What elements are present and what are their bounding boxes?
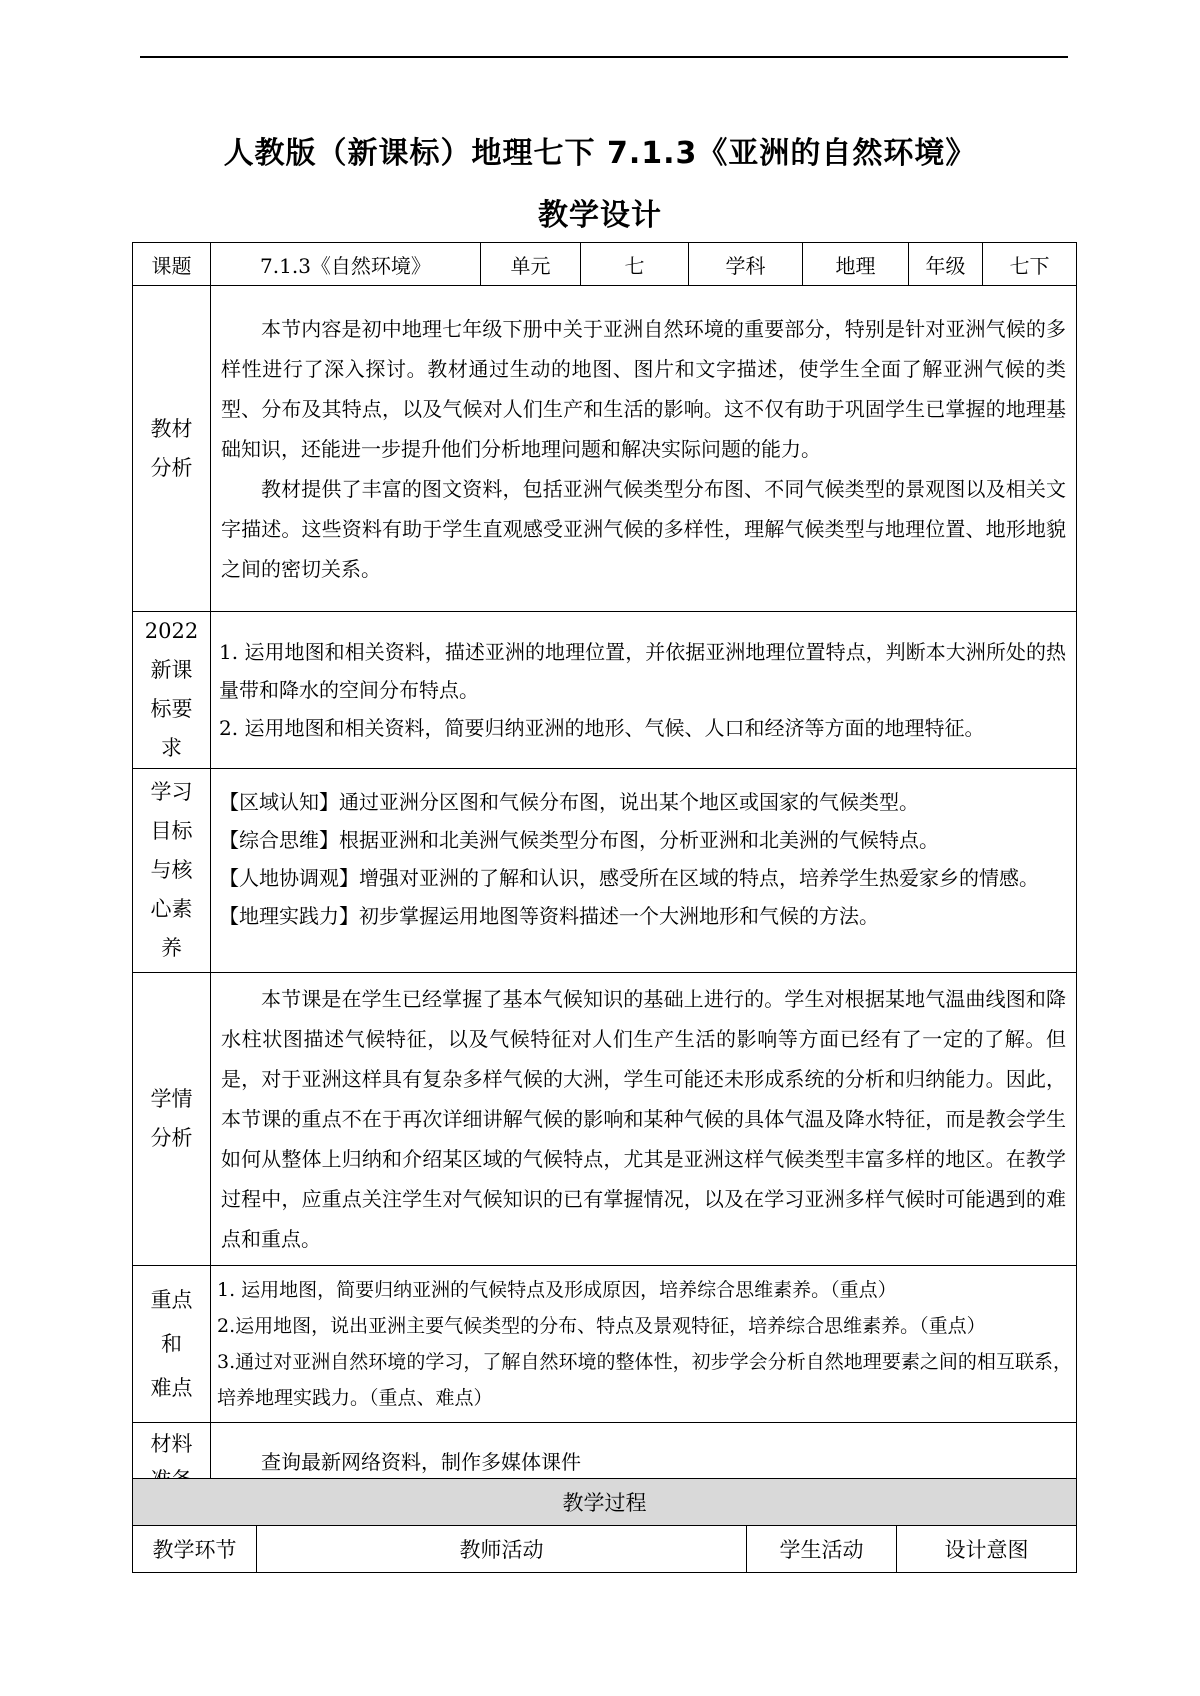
- process-title-row: [133, 1479, 1077, 1526]
- col-student: 学生活动: [747, 1526, 897, 1573]
- process-title: 教学过程: [133, 1479, 1077, 1526]
- key-point-item: 1. 运用地图，简要归纳亚洲的气候特点及形成原因，培养综合思维素养。（重点）: [217, 1279, 897, 1301]
- topic-value: 7.1.3《自然环境》: [211, 243, 481, 286]
- info-header-row: [133, 243, 1077, 286]
- learner-analysis-row: [133, 973, 1077, 1266]
- learner-paragraph: 本节课是在学生已经掌握了基本气候知识的基础上进行的。学生对根据某地气温曲线图和降水柱状图描述气候特征，以及气候特征对人们生产生活的影响等方面已经有了一定的了解。但是，对于亚洲这样具有复杂多样气候的大洲，学生可能还未形成系统的分析和归纳能力。因此，本节课的重点不在于再次详细讲解气候的影响和某种气候的具体气温及降水特征，而是教会学生如何从整体上归纳和介绍某区域的气候特点，尤其是亚洲这样气候类型丰富多样的地区。在教学过程中，应重点关注学生对气候知识的已有掌握情况，以及在学习亚洲多样气候时可能遇到的难点和重点。: [221, 987, 1066, 1251]
- learner-analysis-content: [211, 973, 1077, 1266]
- learning-objectives-row: [133, 769, 1077, 973]
- key-point-item: 2.运用地图，说出亚洲主要气候类型的分布、特点及景观特征，培养综合思维素养。（重点）: [217, 1315, 986, 1337]
- objective-item: 【地理实践力】初步掌握运用地图等资料描述一个大洲地形和气候的方法。: [219, 904, 879, 928]
- curriculum-standard-label: 2022 新课 标要 求: [133, 612, 211, 769]
- key-points-label: 重点 和 难点: [133, 1266, 211, 1423]
- process-columns-row: [133, 1526, 1077, 1573]
- materials-label: 材料: [133, 1423, 211, 1501]
- key-points-content: [211, 1266, 1077, 1423]
- topic-label: 课题: [133, 243, 211, 286]
- textbook-analysis-row: [133, 286, 1077, 612]
- grade-value: 七下: [983, 243, 1077, 286]
- textbook-analysis-label: 教材 分析: [133, 286, 211, 612]
- textbook-analysis-content: [211, 286, 1077, 612]
- subject-label: 学科: [689, 243, 803, 286]
- lesson-info-table: [132, 242, 1077, 1501]
- standard-item: 1. 运用地图和相关资料，描述亚洲的地理位置，并依据亚洲地理位置特点，判断本大洲所处的热量带和降水的空间分布特点。: [219, 640, 1066, 702]
- learning-objectives-label: 学习 目标 与核 心素 养: [133, 769, 211, 973]
- objective-item: 【综合思维】根据亚洲和北美洲气候类型分布图，分析亚洲和北美洲的气候特点。: [219, 828, 939, 852]
- grade-label: 年级: [909, 243, 983, 286]
- key-point-item: 3.通过对亚洲自然环境的学习，了解自然环境的整体性，初步学会分析自然地理要素之间的相互联系，培养地理实践力。（重点、难点）: [217, 1351, 1072, 1409]
- curriculum-standard-content: [211, 612, 1077, 769]
- key-points-row: [133, 1266, 1077, 1423]
- textbook-paragraph-1: 本节内容是初中地理七年级下册中关于亚洲自然环境的重要部分，特别是针对亚洲气候的多样性进行了深入探讨。教材通过生动的地图、图片和文字描述，使学生全面了解亚洲气候的类型、分布及其特点，以及气候对人们生产和生活的影响。这不仅有助于巩固学生已掌握的地理基础知识，还能进一步提升他们分析地理问题和解决实际问题的能力。: [221, 316, 1066, 461]
- document-subtitle: 教学设计: [538, 198, 662, 233]
- document-title: 人教版（新课标）地理七下 7.1.3《亚洲的自然环境》: [223, 136, 977, 171]
- top-rule: [140, 56, 1068, 58]
- learner-analysis-label: 学情 分析: [133, 973, 211, 1266]
- unit-value: 七: [581, 243, 689, 286]
- unit-label: 单元: [481, 243, 581, 286]
- textbook-paragraph-2: 教材提供了丰富的图文资料，包括亚洲气候类型分布图、不同气候类型的景观图以及相关文字描述。这些资料有助于学生直观感受亚洲气候的多样性，理解气候类型与地理位置、地形地貌之间的密切关系。: [221, 476, 1066, 581]
- subject-value: 地理: [803, 243, 909, 286]
- curriculum-standard-row: [133, 612, 1077, 769]
- standard-item: 2. 运用地图和相关资料，简要归纳亚洲的地形、气候、人口和经济等方面的地理特征。: [219, 716, 985, 740]
- objective-item: 【人地协调观】增强对亚洲的了解和认识，感受所在区域的特点，培养学生热爱家乡的情感。: [219, 866, 1039, 890]
- col-intent: 设计意图: [897, 1526, 1077, 1573]
- teaching-process-table: [132, 1478, 1077, 1573]
- col-teacher: 教师活动: [257, 1526, 747, 1573]
- learning-objectives-content: [211, 769, 1077, 973]
- materials-text: 查询最新网络资料，制作多媒体课件: [261, 1449, 581, 1474]
- objective-item: 【区域认知】通过亚洲分区图和气候分布图，说出某个地区或国家的气候类型。: [219, 790, 919, 814]
- col-stage: 教学环节: [133, 1526, 257, 1573]
